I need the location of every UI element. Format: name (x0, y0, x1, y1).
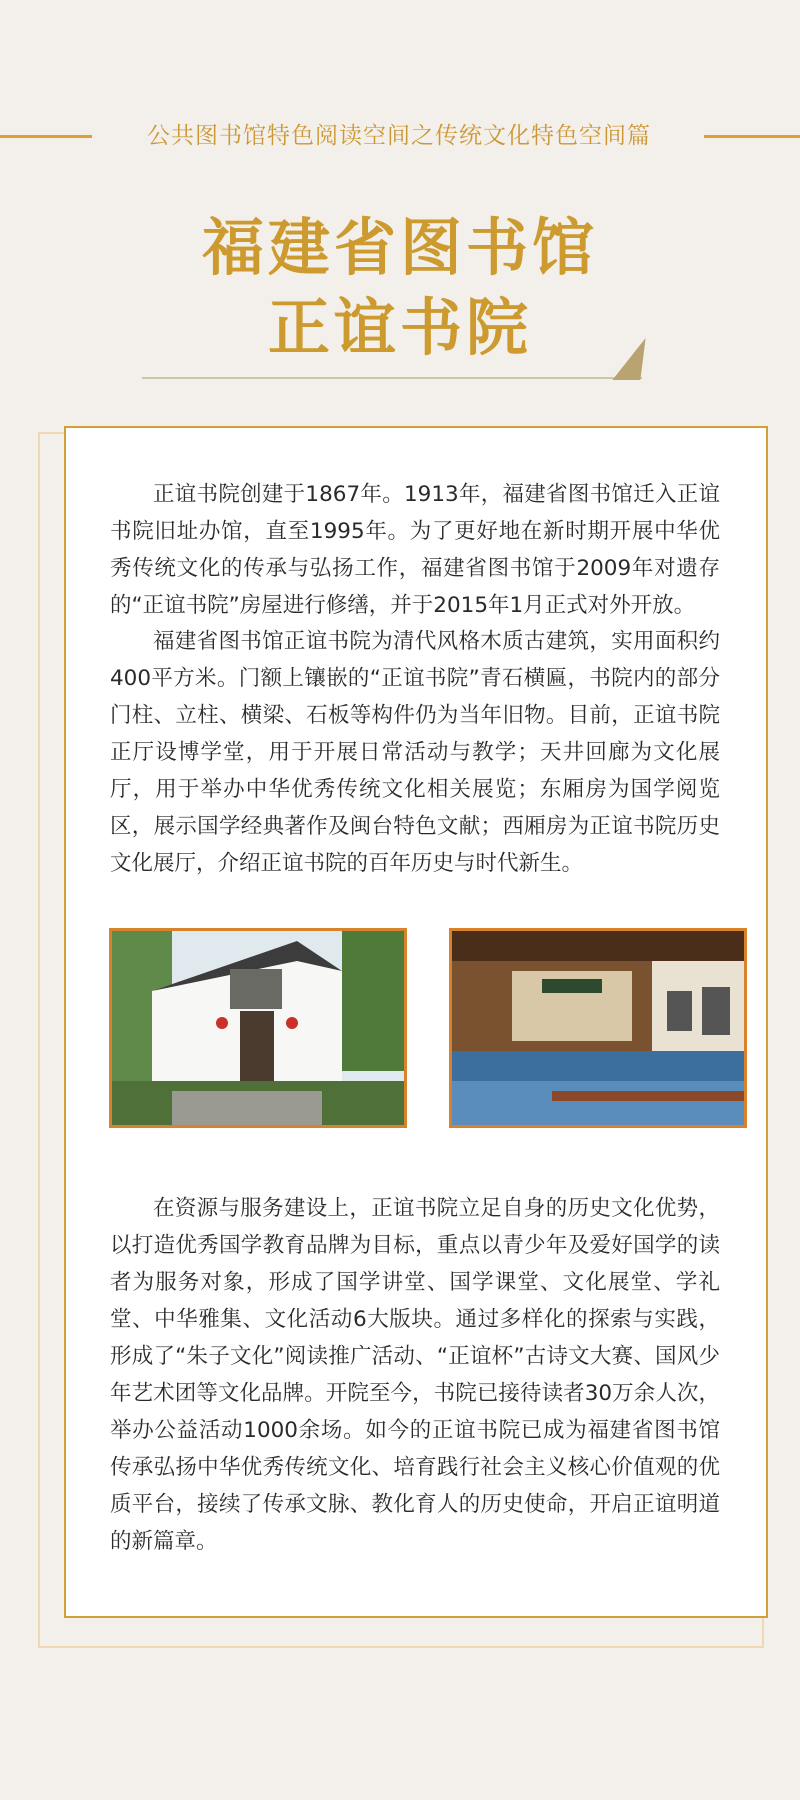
academy-entrance-illustration (112, 931, 404, 1125)
header-subtitle-row (0, 118, 800, 154)
paragraph-intro: 正谊书院创建于1867年。1913年，福建省图书馆迁入正谊书院旧址办馆，直至1995年。为了更好地在新时期开展中华优秀传统文化的传承与弘扬工作，福建省图书馆于2009年对遗存的“正谊书院”房屋进行修缮，并于2015年1月正式对外开放。 (110, 482, 720, 618)
lecture-hall-illustration (452, 931, 744, 1125)
page-title-line-2: 正谊书院 (267, 291, 532, 364)
photo-lecture-hall (449, 928, 747, 1128)
photo-academy-entrance (109, 928, 407, 1128)
header-subtitle: 公共图书馆特色阅读空间之传统文化特色空间篇 (147, 123, 651, 149)
paragraph-services: 在资源与服务建设上，正谊书院立足自身的历史文化优势，以打造优秀国学教育品牌为目标，重点以青少年及爱好国学的读者为服务对象，形成了国学讲堂、国学课堂、文化展堂、学礼堂、中华雅集、文化活动6大版块。通过多样化的探索与实践，形成了“朱子文化”阅读推广活动、“正谊杯”古诗文大赛、国风少年艺术团等文化品牌。开院至今，书院已接待读者30万余人次，举办公益活动1000余场。如今的正谊书院已成为福建省图书馆传承弘扬中华优秀传统文化、培育践行社会主义核心价值观的优质平台，接续了传承文脉、教化育人的历史使命，开启正谊明道的新篇章。 (110, 1196, 720, 1554)
header-line-left (0, 135, 92, 138)
header-line-right (704, 135, 800, 138)
paragraph-architecture: 福建省图书馆正谊书院为清代风格木质古建筑，实用面积约400平方米。门额上镶嵌的“正谊书院”青石横匾，书院内的部分门柱、立柱、横梁、石板等构件仍为当年旧物。目前，正谊书院正厅设博学堂，用于开展日常活动与教学；天井回廊为文化展厅，用于举办中华优秀传统文化相关展览；东厢房为国学阅览区，展示国学经典著作及闽台特色文献；西厢房为正谊书院历史文化展厅，介绍正谊书院的百年历史与时代新生。 (110, 629, 720, 876)
title-underline (142, 377, 642, 379)
page-title-line-1: 福建省图书馆 (201, 211, 598, 284)
